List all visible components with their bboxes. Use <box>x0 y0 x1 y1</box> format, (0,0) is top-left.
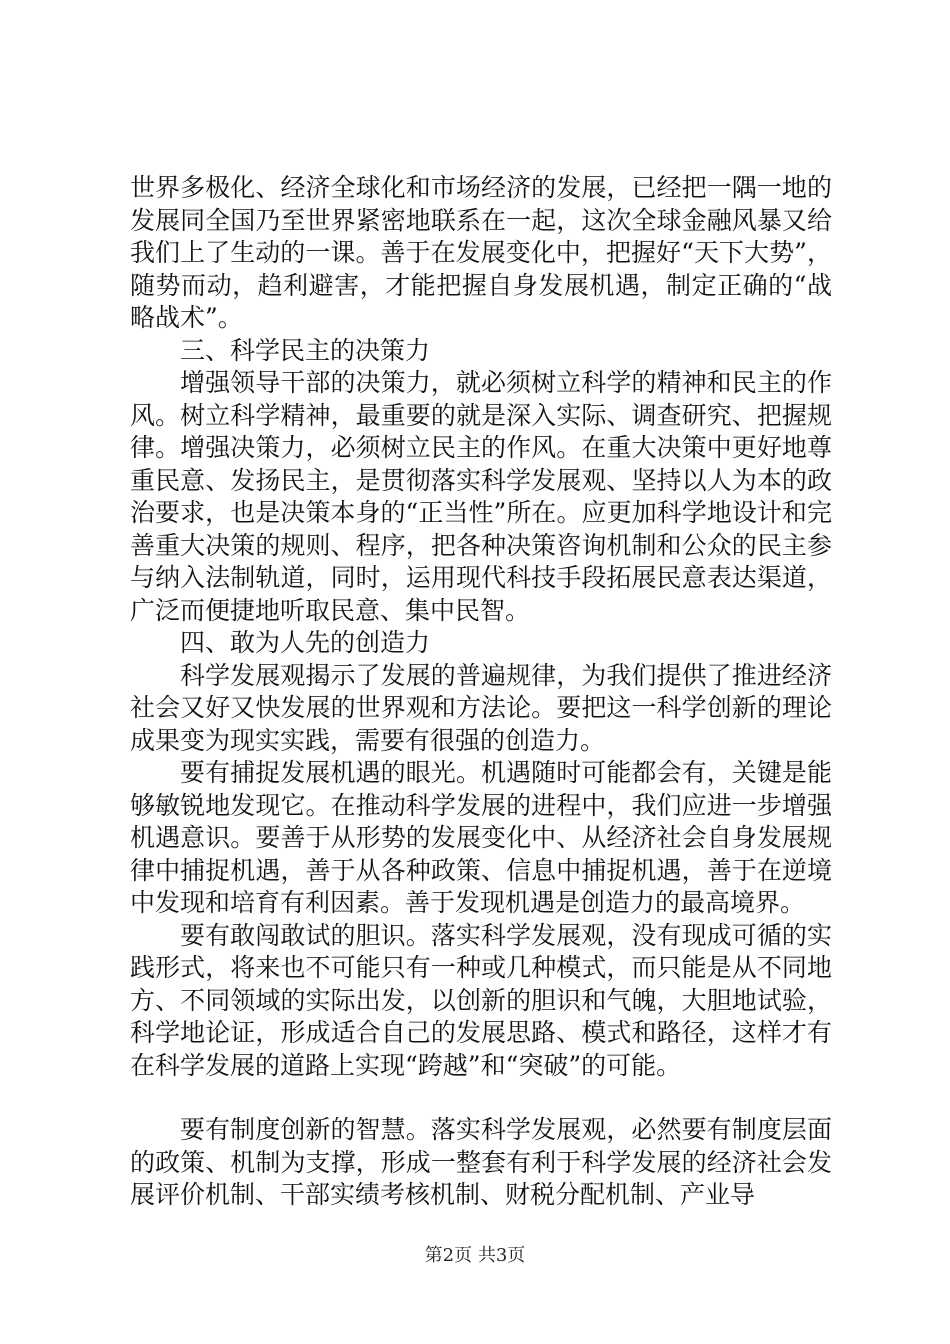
paragraph-global-trends: 世界多极化、经济全球化和市场经济的发展，已经把一隅一地的发展同全国乃至世界紧密地联系在一起，这次全球金融风暴又给我们上了生动的一课。善于在发展变化中，把握好“天下大势”，随势而动，趋利避害，才能把握自身发展机遇，制定正确的“战略战术”。 <box>130 173 832 332</box>
paragraph-opportunity-vision: 要有捕捉发展机遇的眼光。机遇随时可能都会有，关键是能够敏锐地发现它。在推动科学发展的进程中，我们应进一步增强机遇意识。要善于从形势的发展变化中、从经济社会自身发展规律中捕捉机遇，善于从各种政策、信息中捕捉机遇，善于在逆境中发现和培育有利因素。善于发现机遇是创造力的最高境界。 <box>130 758 832 917</box>
paragraph-courage: 要有敢闯敢试的胆识。落实科学发展观，没有现成可循的实践形式，将来也不可能只有一种或几种模式，而只能是从不同地方、不同领域的实际出发，以创新的胆识和气魄，大胆地试验，科学地论证，形成适合自己的发展思路、模式和路径，这样才有在科学发展的道路上实现“跨越”和“突破”的可能。 <box>130 920 832 1080</box>
document-body <box>130 172 832 1212</box>
section-heading-decision-making: 三、科学民主的决策力 <box>180 335 431 365</box>
section-heading-creativity: 四、敢为人先的创造力 <box>180 628 431 657</box>
paragraph-creativity-intro: 科学发展观揭示了发展的普遍规律，为我们提供了推进经济社会又好又快发展的世界观和方法论。要把这一科学创新的理论成果变为现实实践，需要有很强的创造力。 <box>130 660 832 755</box>
paragraph-institutional-innovation: 要有制度创新的智慧。落实科学发展观，必然要有制度层面的政策、机制为支撑，形成一整套有利于科学发展的经济社会发展评价机制、干部实绩考核机制、财税分配机制、产业导 <box>130 1115 832 1209</box>
page-number-footer: 第2页 共3页 <box>424 1245 526 1266</box>
paragraph-decision-making: 增强领导干部的决策力，就必须树立科学的精神和民主的作风。树立科学精神，最重要的就是深入实际、调查研究、把握规律。增强决策力，必须树立民主的作风。在重大决策中更好地尊重民意、发扬民主，是贯彻落实科学发展观、坚持以人为本的政治要求，也是决策本身的“正当性”所在。应更加科学地设计和完善重大决策的规则、程序，把各种决策咨询机制和公众的民主参与纳入法制轨道，同时，运用现代科技手段拓展民意表达渠道，广泛而便捷地听取民意、集中民智。 <box>130 368 832 625</box>
